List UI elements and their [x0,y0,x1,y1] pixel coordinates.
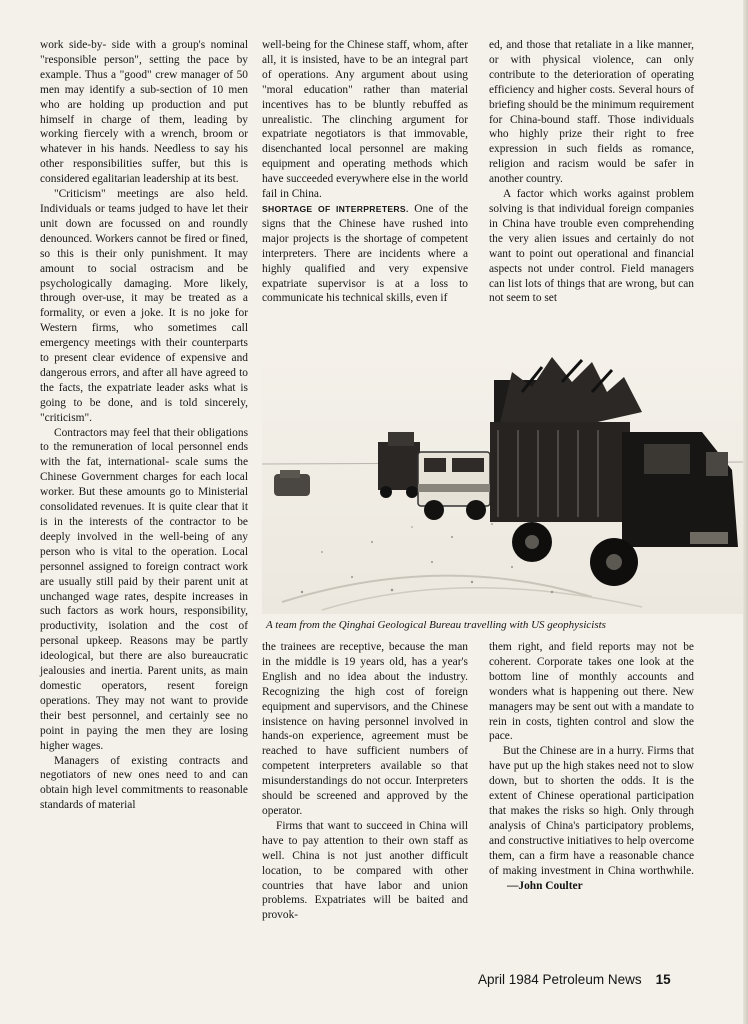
photo-caption: A team from the Qinghai Geological Bureau travelling with US geophysicists [266,619,606,631]
column-3-lower [489,640,694,893]
paragraph: ed, and those that retaliate in a like manner, or with physical violence, can only contribute to the deterioration of operating efficiency and higher costs. Several hours of briefing should be the minimum requirement for China-bound staff. Those individuals who highly prize their right to free expression in such fields as romance, religion and racism would be safer in another country. [489,39,694,186]
paragraph-text: But the Chinese are in a hurry. Firms that have put up the high stakes need not to slow down, but to shorten the odds. It is the extent of Chinese operational participation that makes the risks so high. Only through analysis of China's participatory problems, and constructive initiatives to help overcome them, can a firm have a reasonable chance of making investment in China worthwhile. [489,745,694,877]
paragraph [489,744,694,893]
paragraph: Managers of existing contracts and negotiators of new ones need to and can obtain high level commitments to reasonable standards of material [40,754,248,812]
author-signature: —John Coulter [507,879,583,892]
paragraph: them right, and field reports may not be coherent. Corporate takes one look at the bottom line of monthly accounts and wonders what is happening out there. New managers may be sent out with a mandate to rein in costs, tighten control and slow the pace. [489,641,694,743]
section-heading: SHORTAGE OF INTERPRETERS. [262,203,409,214]
column-3 [489,38,694,306]
paragraph: Contractors may feel that their obligations to the remuneration of local personnel ends with the fat, international- scale sums the Chinese Government charges for each local worker. But these amounts go to Ministerial consolidated revenues. It is quite clear that it is in the interests of the contractor to be deeply involved in the well-being of any person who is vital to the operation. Local personnel assigned to foreign contract work are usually still paid by their parent unit at unchanged wage rates, despite increases in such factors as work hours, responsibility, productivity, isolation and the cost of personal upkeep. Reasons may be partly ideological, but there are also bureaucratic jealousies and inertia. Parent units, as main domestic operators, resent foreign operations. They may not want to provide their best personnel, and certainly see no point in paying the men they are losing higher wages. [40,426,248,752]
column-2 [262,38,468,306]
truck-convoy-photo [262,352,744,614]
paragraph: "Criticism" meetings are also held. Individuals or teams judged to have let their unit down are focussed on and roundly denounced. Workers cannot be fired or fined, so this is their only punishment. It may amount to social ostracism and be psychologically damaging. More likely, through over-use, it may be treated as a formality, or even a joke. It is no joke for Western firms, who sometimes call emergency meetings with their counterparts to present clear evidence of expensive and dangerous errors, and after all have agreed to the facts, the expatriate leader asks what is going to be done, and is told sincerely, "criticism". [40,188,248,424]
paragraph: the trainees are receptive, because the man in the middle is 19 years old, has a year's English and no idea about the industry. Recognizing the high cost of foreign equipment and supervisors, and the Chinese insistence on having personnel involved in hands-on experience, agreement must be reached to have sufficient numbers of competent interpreters available so that misunderstandings do not occur. Interpreters should be screened and approved by the operator. [262,641,468,817]
issue-label: April 1984 Petroleum News [478,972,642,987]
paragraph: Firms that want to succeed in China will have to pay attention to their own staff as well. China is not just another difficult location, to be compared with other countries that have labor and union problems. Expatriates will be baited and provok- [262,819,468,922]
paragraph: well-being for the Chinese staff, whom, after all, it is insisted, have to be an integral part of operations. Any argument about using "moral education" rather than material incentives has to be bluntly rebuffed as unrealistic. The clinching argument for expatriate negotiators is that immovable, disenchanted local personnel are making equipment and operating methods which have succeeded everywhere else in the world fail in China. [262,39,468,201]
page-number: 15 [655,972,671,987]
paragraph: work side-by- side with a group's nominal "responsible person", setting the pace by example. Thus a "good" crew manager of 50 men may identify a sub-section of 10 men who are holding up production and put himself in charge of them, leading by working fiercely with a wrench, broom or whatever in his hands. Needless to say his other responsibilities suffer, but this is considered egalitarian leadership at its best. [40,39,248,186]
column-2-lower [262,640,468,923]
paragraph: A factor which works against problem solving is that individual foreign companies in China have trouble even comprehending the very alien issues and certainly do not want to point out operational and financial aspects not under control. Field managers can list lots of things that are wrong, but can not seem to set [489,188,694,305]
page-footer [478,972,698,987]
page-edge [743,0,748,1024]
column-1 [40,38,248,813]
paragraph-text: One of the signs that the Chinese have rushed into major projects is the shortage of competent interpreters. There are incidents where a highly qualified and very expensive expatriate supervisor is at a loss to communicate his technical skills, even if [262,202,468,305]
paragraph [262,202,468,306]
